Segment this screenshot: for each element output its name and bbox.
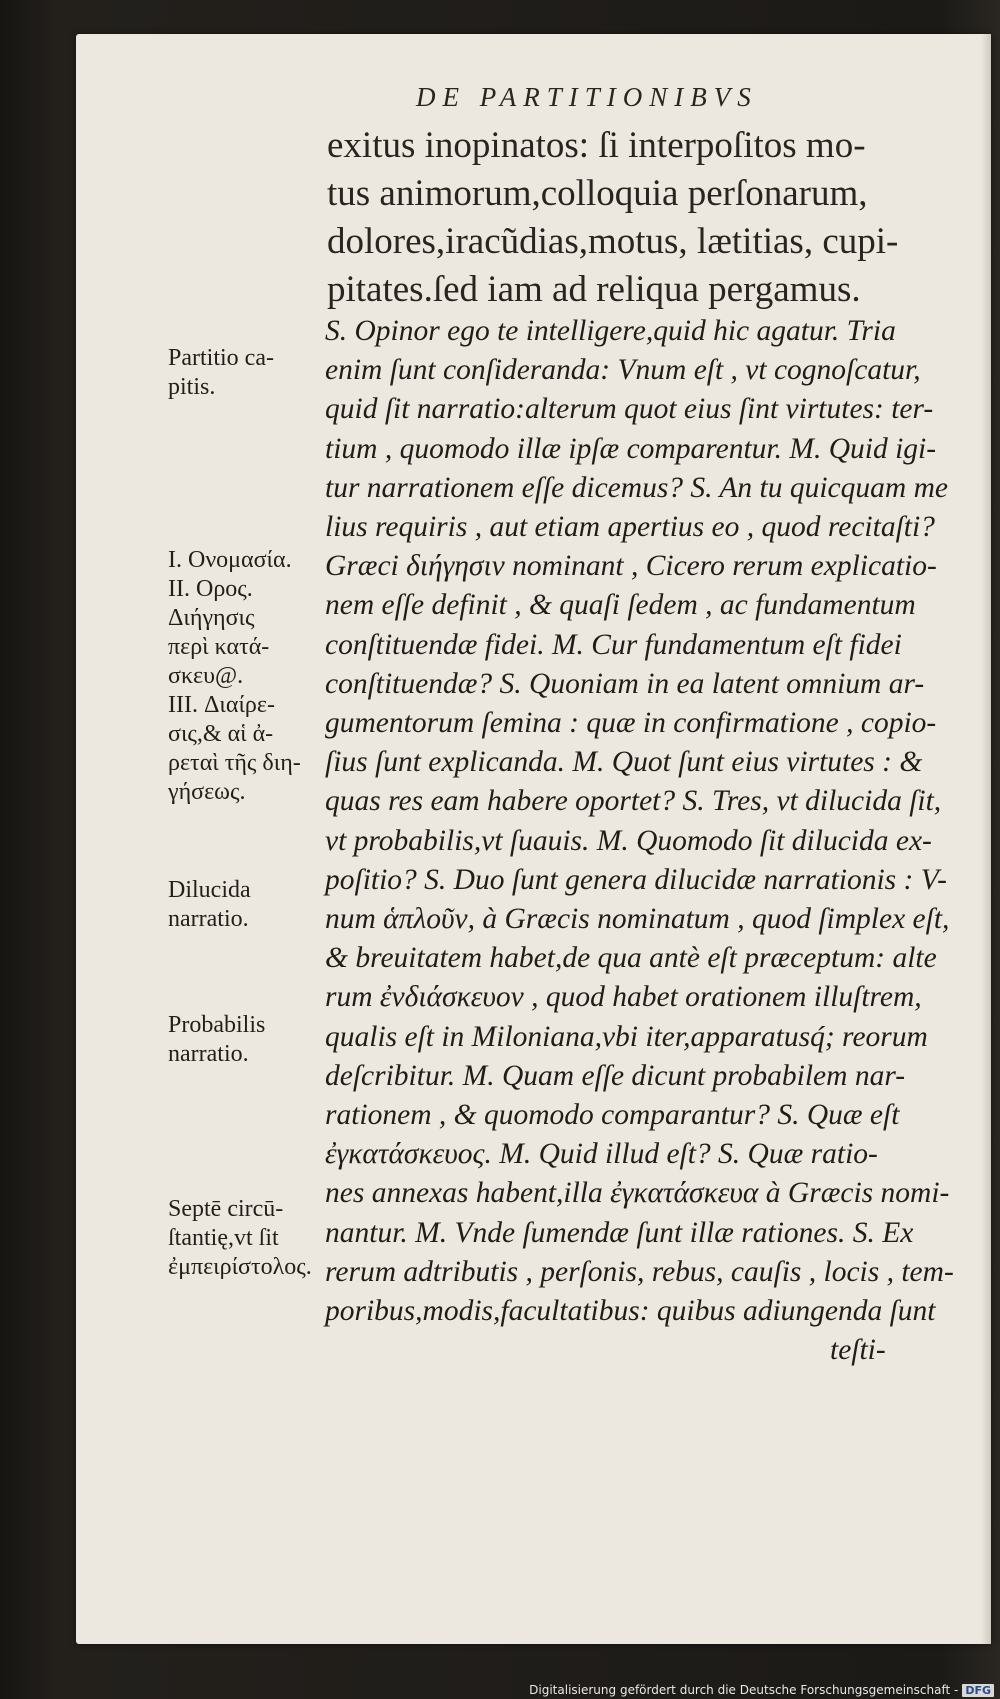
catchword: teſti-: [830, 1334, 886, 1367]
text-line: enim ſunt conſideranda: Vnum eſt , vt cognoſcatur,: [325, 354, 921, 387]
margin-line: σκευ@.: [168, 663, 244, 689]
text-line: conſtituendæ fidei. M. Cur fundamentum eſt fidei: [325, 628, 902, 661]
margin-line: II. Ορος.: [168, 576, 253, 602]
margin-line: pitis.: [168, 374, 216, 400]
text-line: deſcribitur. M. Quam eſſe dicunt probabilem nar-: [325, 1059, 906, 1092]
text-line: nantur. M. Vnde ſumendæ ſunt illæ rationes. S. Ex: [325, 1216, 914, 1249]
margin-line: περὶ κατά-: [168, 634, 270, 660]
text-line: tur narrationem eſſe dicemus? S. An tu quicquam me: [325, 471, 948, 504]
text-line: nem eſſe definit , & quaſi ſedem , ac fundamentum: [325, 589, 916, 622]
margin-line: σις,& αἱ ἀ-: [168, 721, 274, 747]
text-line: S. Opinor ego te intelligere,quid hic agatur. Tria: [325, 315, 896, 347]
text-line: rerum adtributis , perſonis, rebus, cauſis , locis , tem-: [325, 1255, 954, 1288]
text-line: tium , quomodo illæ ipſæ comparentur. M. Quid igi-: [325, 432, 937, 465]
text-line: & breuitatem habet,de qua antè eſt præceptum: alte: [325, 942, 937, 975]
margin-note-probabilis: [168, 1011, 265, 1069]
margin-line: narratio.: [168, 1041, 249, 1067]
margin-line: narratio.: [168, 906, 249, 932]
text-line: poſitio? S. Duo ſunt genera dilucidæ narrationis : V-: [325, 863, 947, 896]
text-line: rationem , & quomodo comparantur? S. Quæ eſt: [325, 1099, 900, 1132]
margin-line: ſtantię,vt ſit: [168, 1225, 279, 1251]
margin-line: I. Ονομασία.: [168, 547, 292, 573]
text-line: rum ἐνδιάσκευον , quod habet orationem illuſtrem,: [325, 981, 922, 1014]
margin-line: ἐμπειρίστολος.: [168, 1254, 312, 1280]
page-edge: [981, 34, 991, 1644]
credit-text: Digitalisierung gefördert durch die Deutsche Forschungsgemeinschaft -: [529, 1683, 959, 1697]
text-line: quas res eam habere oportet? S. Tres, vt dilucida ſit,: [325, 785, 942, 818]
margin-note-septem: [168, 1195, 312, 1282]
margin-line: Partitio ca-: [168, 345, 274, 371]
text-line: lius requiris , aut etiam apertius eo , quod recitaſti?: [325, 511, 935, 544]
margin-note-dilucida: [168, 876, 251, 934]
text-line: pitates.ſed iam ad reliqua pergamus.: [327, 269, 861, 310]
text-line: conſtituendæ? S. Quoniam in ea latent omnium ar-: [325, 667, 925, 700]
margin-line: III. Διαίρε-: [168, 692, 275, 718]
text-line: exitus inopinatos: ſi interpoſitos mo-: [327, 125, 866, 166]
text-line: dolores,iracũdias,motus, lætitias, cupi-: [327, 221, 899, 262]
margin-note-partitio: [168, 344, 274, 402]
text-line: qualis eſt in Miloniana,vbi iter,apparatusq́; reorum: [325, 1020, 928, 1053]
margin-line: γήσεως.: [168, 779, 246, 805]
margin-line: Dilucida: [168, 877, 251, 903]
text-line: num ἁπλοῦν, à Græcis nominatum , quod ſimplex eſt,: [325, 903, 950, 936]
text-line: gumentorum ſemina : quæ in confirmatione , copio-: [325, 707, 937, 740]
text-line: ſius ſunt explicanda. M. Quot ſunt eius virtutes : &: [325, 746, 923, 779]
text-line: quid ſit narratio:alterum quot eius ſint virtutes: ter-: [325, 393, 934, 426]
text-line: tus animorum,colloquia perſonarum,: [327, 173, 868, 214]
margin-line: Probabilis: [168, 1012, 266, 1038]
dialogue-paragraph: [325, 312, 954, 1370]
roman-paragraph: [327, 122, 898, 314]
margin-line: Septē circū-: [168, 1196, 284, 1222]
running-head: DE PARTITIONIBVS: [416, 82, 758, 112]
margin-note-greek: [168, 546, 301, 807]
text-line: poribus,modis,facultatibus: quibus adiungenda ſunt: [325, 1295, 936, 1328]
text-line: ἐγκατάσκευος. M. Quid illud eſt? S. Quæ ratio-: [325, 1138, 878, 1171]
digitization-credit: [529, 1683, 994, 1697]
margin-line: ρεταὶ τῆς διη-: [168, 750, 301, 776]
margin-line: Διήγησις: [168, 605, 255, 631]
text-line: nes annexas habent,illa ἐγκατάσκευα à Græcis nomi-: [325, 1177, 950, 1210]
text-line: Græci διήγησιν nominant , Cicero rerum explicatio-: [325, 550, 937, 583]
dfg-logo: DFG: [962, 1684, 994, 1697]
text-line: vt probabilis,vt ſuauis. M. Quomodo ſit dilucida ex-: [325, 824, 932, 857]
